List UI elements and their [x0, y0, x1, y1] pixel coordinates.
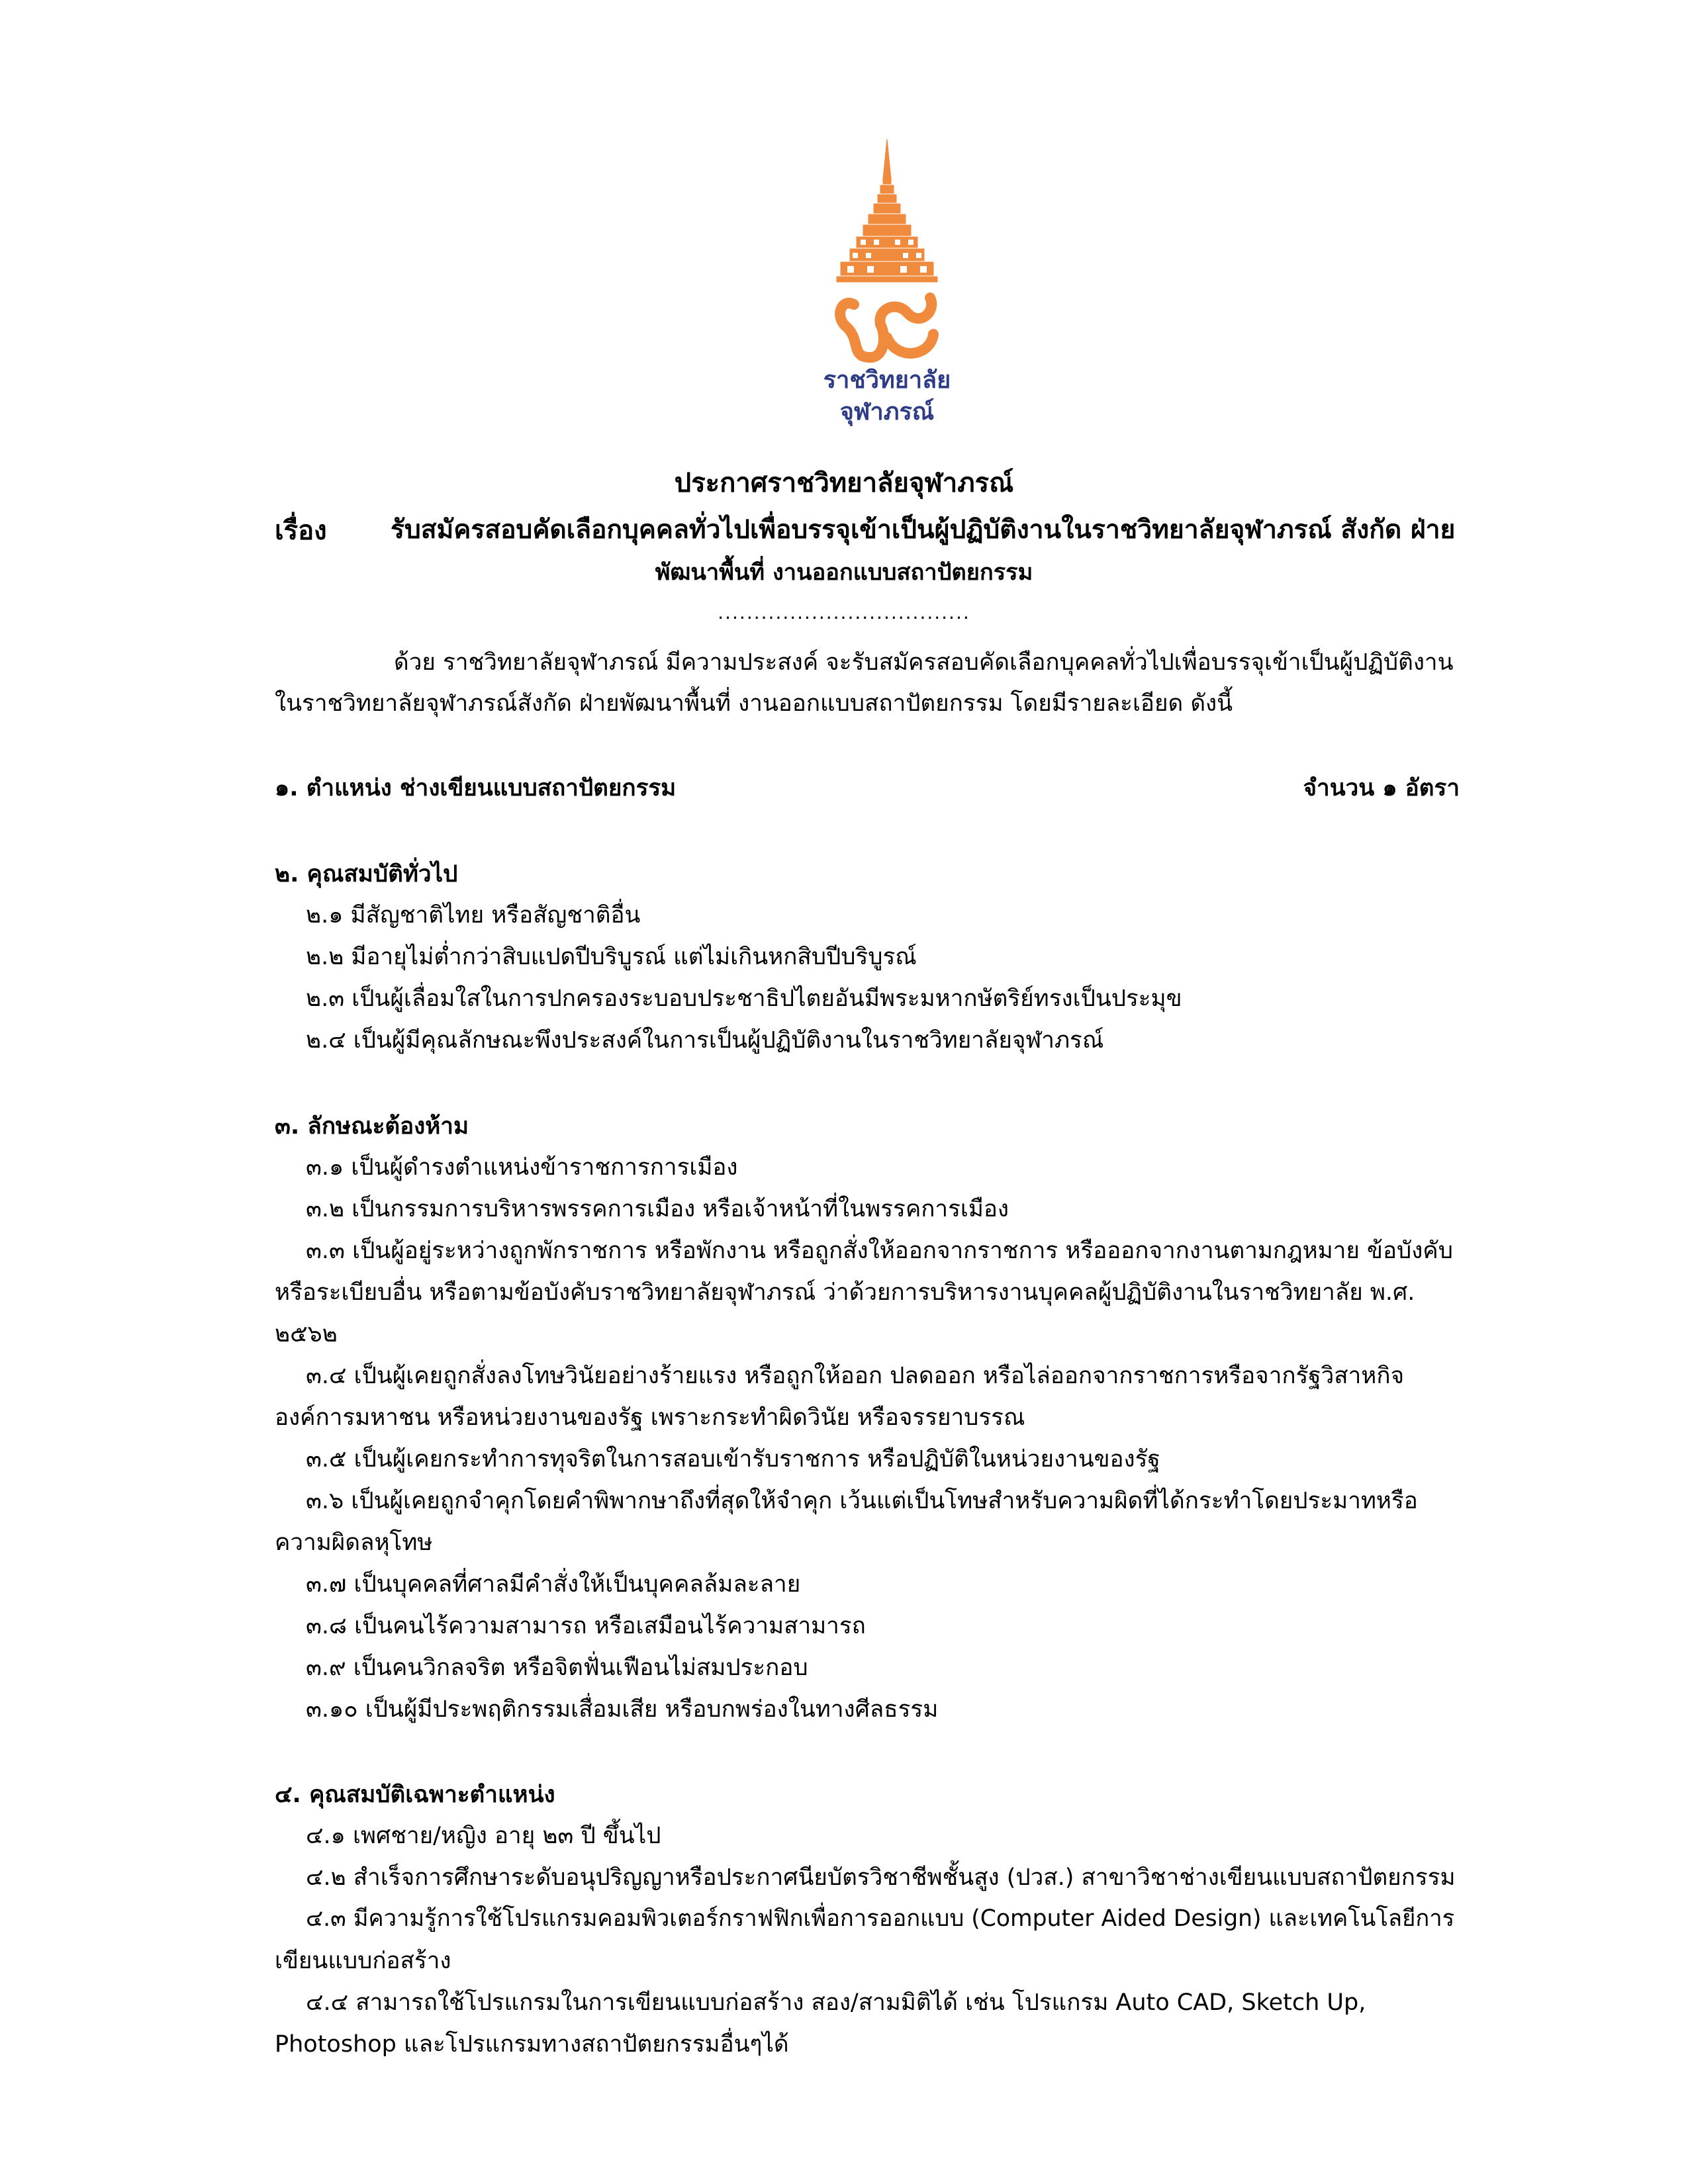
section4-item: ๔.๓ มีความรู้การใช้โปรแกรมคอมพิวเตอร์กราฟฟิกเพื่อการออกแบบ (Computer Aided Design) และเทคโนโลยีการ: [306, 1905, 1455, 1932]
section3-item: ๓.๑ เป็นผู้ดำรงตำแหน่งข้าราชการการเมือง: [306, 1154, 738, 1181]
section3-item: ๓.๗ เป็นบุคคลที่ศาลมีคำสั่งให้เป็นบุคคลล้มละลาย: [306, 1571, 801, 1598]
section3-item-cont: ความผิดลหุโทษ: [275, 1529, 433, 1556]
section2-item: ๒.๑ มีสัญชาติไทย หรือสัญชาติอื่น: [306, 902, 641, 929]
institution-logo: [814, 139, 960, 430]
section3-item: ๓.๘ เป็นคนไร้ความสามารถ หรือเสมือนไร้ความสามารถ: [306, 1613, 866, 1639]
intro-line-1: ด้วย ราชวิทยาลัยจุฬาภรณ์ มีความประสงค์ จะรับสมัครสอบคัดเลือกบุคคลทั่วไปเพื่อบรรจุเข้าเป็นผู้ปฏิบัติงาน: [394, 649, 1454, 676]
section2-heading: ๒. คุณสมบัติทั่วไป: [275, 861, 458, 887]
section4-item: ๔.๑ เพศชาย/หญิง อายุ ๒๓ ปี ขึ้นไป: [306, 1823, 661, 1849]
section3-heading: ๓. ลักษณะต้องห้าม: [275, 1113, 469, 1140]
section2-item: ๒.๔ เป็นผู้มีคุณลักษณะพึงประสงค์ในการเป็นผู้ปฏิบัติงานในราชวิทยาลัยจุฬาภรณ์: [306, 1027, 1104, 1054]
section3-item: ๓.๖ เป็นผู้เคยถูกจำคุกโดยคำพิพากษาถึงที่สุดให้จำคุก เว้นแต่เป็นโทษสำหรับความผิดที่ได้กระทำโดยประมาทหรือ: [306, 1488, 1418, 1514]
section3-item: ๓.๕ เป็นผู้เคยกระทำการทุจริตในการสอบเข้ารับราชการ หรือปฏิบัติในหน่วยงานของรัฐ: [306, 1446, 1160, 1473]
section3-item: ๓.๒ เป็นกรรมการบริหารพรรคการเมือง หรือเจ้าหน้าที่ในพรรคการเมือง: [306, 1196, 1009, 1222]
section4-item-cont: เขียนแบบก่อสร้าง: [275, 1948, 451, 1974]
subject-line-2: พัฒนาพื้นที่ งานออกแบบสถาปัตยกรรม: [655, 559, 1033, 586]
crown-emblem-icon: [814, 139, 960, 364]
logo-name-line2: จุฬาภรณ์: [839, 398, 935, 426]
section3-item: ๓.๓ เป็นผู้อยู่ระหว่างถูกพักราชการ หรือพักงาน หรือถูกสั่งให้ออกจากราชการ หรือออกจากงานตามกฎหมาย ข้อบังคับ: [306, 1238, 1453, 1264]
section4-heading: ๔. คุณสมบัติเฉพาะตำแหน่ง: [275, 1782, 555, 1808]
intro-line-2: ในราชวิทยาลัยจุฬาภรณ์สังกัด ฝ่ายพัฒนาพื้นที่ งานออกแบบสถาปัตยกรรม โดยมีรายละเอียด ดังนี้: [275, 690, 1233, 717]
section3-item: ๓.๙ เป็นคนวิกลจริต หรือจิตฟั่นเฟือนไม่สมประกอบ: [306, 1655, 808, 1681]
subject-label: เรื่อง: [275, 516, 327, 546]
separator-dots: ...................................: [718, 602, 970, 623]
section3-item-cont: องค์การมหาชน หรือหน่วยงานของรัฐ เพราะกระทำผิดวินัย หรือจรรยาบรรณ: [275, 1404, 1025, 1431]
position-quota: จำนวน ๑ อัตรา: [1303, 775, 1460, 801]
section3-item-cont: หรือระเบียบอื่น หรือตามข้อบังคับราชวิทยาลัยจุฬาภรณ์ ว่าด้วยการบริหารงานบุคคลผู้ปฏิบัติงานในราชวิทยาลัย พ.ศ.: [275, 1279, 1415, 1306]
section2-item: ๒.๒ มีอายุไม่ต่ำกว่าสิบแปดปีบริบูรณ์ แต่ไม่เกินหกสิบปีบริบูรณ์: [306, 944, 917, 970]
section3-item-cont: ๒๕๖๒: [275, 1321, 338, 1347]
section3-item: ๓.๔ เป็นผู้เคยถูกสั่งลงโทษวินัยอย่างร้ายแรง หรือถูกให้ออก ปลดออก หรือไล่ออกจากราชการหรือจากรัฐวิสาหกิจ: [306, 1363, 1405, 1389]
section4-item: ๔.๒ สำเร็จการศึกษาระดับอนุปริญญาหรือประกาศนียบัตรวิชาชีพชั้นสูง (ปวส.) สาขาวิชาช่างเขียนแบบสถาปัตยกรรม: [306, 1864, 1456, 1891]
subject-line-1: รับสมัครสอบคัดเลือกบุคคลทั่วไปเพื่อบรรจุเข้าเป็นผู้ปฏิบัติงานในราชวิทยาลัยจุฬาภรณ์ สังกัด ฝ่าย: [391, 515, 1456, 545]
section4-item: ๔.๔ สามารถใช้โปรแกรมในการเขียนแบบก่อสร้าง สอง/สามมิติได้ เช่น โปรแกรม Auto CAD, Sketch Up,: [306, 1989, 1366, 2016]
section4-item-cont: Photoshop และโปรแกรมทางสถาปัตยกรรมอื่นๆได้: [275, 2031, 789, 2058]
section1-heading: ๑. ตำแหน่ง ช่างเขียนแบบสถาปัตยกรรม: [275, 775, 677, 801]
section3-item: ๓.๑๐ เป็นผู้มีประพฤติกรรมเสื่อมเสีย หรือบกพร่องในทางศีลธรรม: [306, 1696, 939, 1723]
section2-item: ๒.๓ เป็นผู้เลื่อมใสในการปกครองระบอบประชาธิปไตยอันมีพระมหากษัตริย์ทรงเป็นประมุข: [306, 985, 1182, 1012]
logo-name-line1: ราชวิทยาลัย: [823, 367, 951, 394]
announcement-title: ประกาศราชวิทยาลัยจุฬาภรณ์: [674, 468, 1014, 498]
